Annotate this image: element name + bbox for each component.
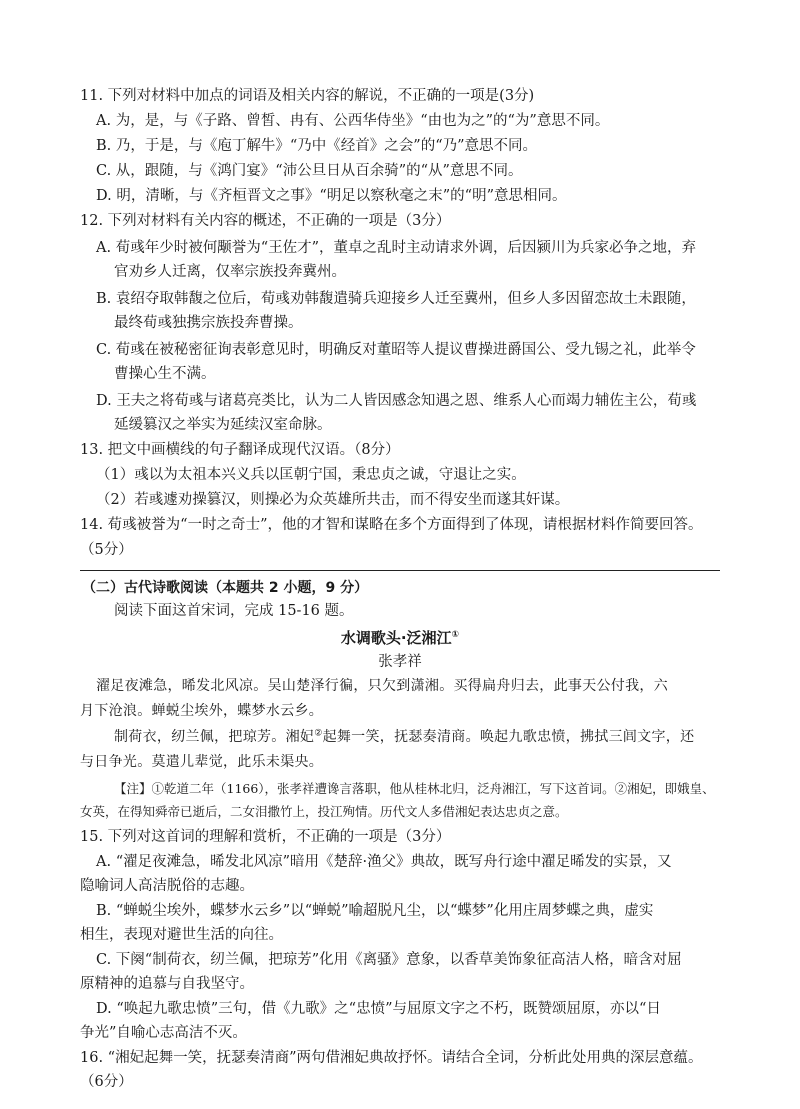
q15-option-a-line2: 隐喻词人高洁脱俗的志趣。 <box>80 878 254 894</box>
section-divider-top <box>80 570 720 571</box>
poem-title-footnote-marker: ① <box>451 630 460 640</box>
poem-line-1: 濯足夜滩急，晞发北风凉。吴山楚泽行徧，只欠到潇湘。买得扁舟归去，此事天公付我，六 <box>96 678 668 694</box>
section-instruction: 阅读下面这首宋词，完成 15-16 题。 <box>114 603 354 619</box>
poem-line-3 <box>114 727 694 747</box>
q13-stem: 13. 把文中画横线的句子翻译成现代汉语。（8分） <box>80 442 400 458</box>
q14-stem-line2: （5分） <box>80 542 133 558</box>
poem-line-4: 与日争光。莫遣儿辈觉，此乐未渠央。 <box>80 754 324 770</box>
q13-sentence-1: （1）彧以为太祖本兴义兵以匡朝宁国，秉忠贞之诚，守退让之实。 <box>96 467 526 483</box>
q15-stem: 15. 下列对这首词的理解和赏析，不正确的一项是（3分） <box>80 829 451 845</box>
poem-title <box>0 628 800 648</box>
poem-title-text: 水调歌头·泛湘江 <box>340 629 452 647</box>
q11-option-c: C. 从，跟随，与《鸿门宴》“沛公旦日从百余骑”的“从”意思不同。 <box>96 163 523 179</box>
q13-sentence-2: （2）若彧遽劝操篡汉，则操必为众英雄所共击，而不得安坐而遂其奸谋。 <box>96 492 570 508</box>
q11-stem: 11. 下列对材料中加点的词语及相关内容的解说，不正确的一项是(3分) <box>80 88 535 104</box>
q12-option-a-line1: A. 荀彧年少时被何颙誉为“王佐才”，董卓之乱时主动请求外调，后因颍川为兵家必争之地，弃 <box>96 240 697 256</box>
q15-option-c-line1: C. 下阕“制荷衣，纫兰佩，把琼芳”化用《离骚》意象，以香草美饰象征高洁人格，暗含对屈 <box>96 952 682 968</box>
q12-option-d-line2: 延缓篡汉之举实为延续汉室命脉。 <box>114 417 332 433</box>
q15-option-d-line2: 争光”自喻心志高洁不灭。 <box>80 1025 247 1041</box>
q12-stem: 12. 下列对材料有关内容的概述，不正确的一项是（3分） <box>80 213 451 229</box>
q16-stem-line1: 16. “湘妃起舞一笑，抚瑟奏清商”两句借湘妃典故抒怀。请结合全词，分析此处用典的深层意蕴。 <box>80 1050 703 1066</box>
q12-option-a-line2: 官劝乡人迁离，仅率宗族投奔冀州。 <box>114 264 346 280</box>
poem-note-line2: 女英，在得知舜帝已逝后，二女泪撒竹上，投江殉情。历代文人多借湘妃表达忠贞之意。 <box>80 804 568 819</box>
poem-note-line1: 【注】①乾道二年（1166），张孝祥遭谗言落职，他从桂林北归，泛舟湘江，写下这首词。②湘妃，即娥皇、 <box>114 781 715 796</box>
poem-line-3-part1: 制荷衣，纫兰佩，把琼芳。湘妃 <box>114 729 315 745</box>
q16-stem-line2: （6分） <box>80 1074 133 1090</box>
q15-option-b-line2: 相生，表现对避世生活的向往。 <box>80 927 283 943</box>
poem-footnote-marker-2: ② <box>314 728 323 739</box>
q12-option-b-line1: B. 袁绍夺取韩馥之位后，荀彧劝韩馥遣骑兵迎接乡人迁至冀州，但乡人多因留恋故土未跟随， <box>96 291 696 307</box>
q14-stem-line1: 14. 荀彧被誉为“一时之奇士”，他的才智和谋略在多个方面得到了体现，请根据材料作简要回答。 <box>80 517 703 533</box>
q11-option-a: A. 为，是，与《子路、曾皙、冉有、公西华侍坐》“由也为之”的“为”意思不同。 <box>96 113 610 129</box>
q12-option-b-line2: 最终荀彧独携宗族投奔曹操。 <box>114 315 303 331</box>
q11-option-d: D. 明，清晰，与《齐桓晋文之事》“明足以察秋毫之末”的“明”意思相同。 <box>96 188 567 204</box>
q15-option-c-line2: 原精神的追慕与自我坚守。 <box>80 976 254 992</box>
q15-option-a-line1: A. “濯足夜滩急，晞发北风凉”暗用《楚辞·渔父》典故，既写舟行途中濯足晞发的实景，又 <box>96 854 672 870</box>
section-heading: （二）古代诗歌阅读（本题共 2 小题，9 分） <box>82 580 369 596</box>
q12-option-d-line1: D. 王夫之将荀彧与诸葛亮类比，认为二人皆因感念知遇之恩、维系人心而竭力辅佐主公，荀彧 <box>96 393 697 409</box>
q11-option-b: B. 乃，于是，与《庖丁解牛》“乃中《经首》之会”的“乃”意思不同。 <box>96 138 538 154</box>
q15-option-b-line1: B. “蝉蜕尘埃外，蝶梦水云乡”以“蝉蜕”喻超脱凡尘，以“蝶梦”化用庄周梦蝶之典，虚实 <box>96 903 654 919</box>
q15-option-d-line1: D. “唤起九歌忠愤”三句，借《九歌》之“忠愤”与屈原文字之不朽，既赞颂屈原，亦以“日 <box>96 1001 661 1017</box>
q12-option-c-line1: C. 荀彧在被秘密征询表彰意见时，明确反对董昭等人提议曹操进爵国公、受九锡之礼，此举令 <box>96 342 696 358</box>
poem-line-2: 月下沧浪。蝉蜕尘埃外，蝶梦水云乡。 <box>80 703 324 719</box>
poem-author: 张孝祥 <box>378 654 422 670</box>
poem-line-3-part2: 起舞一笑，抚瑟奏清商。唤起九歌忠愤，拂拭三闾文字，还 <box>322 729 695 745</box>
q12-option-c-line2: 曹操心生不满。 <box>114 366 216 382</box>
